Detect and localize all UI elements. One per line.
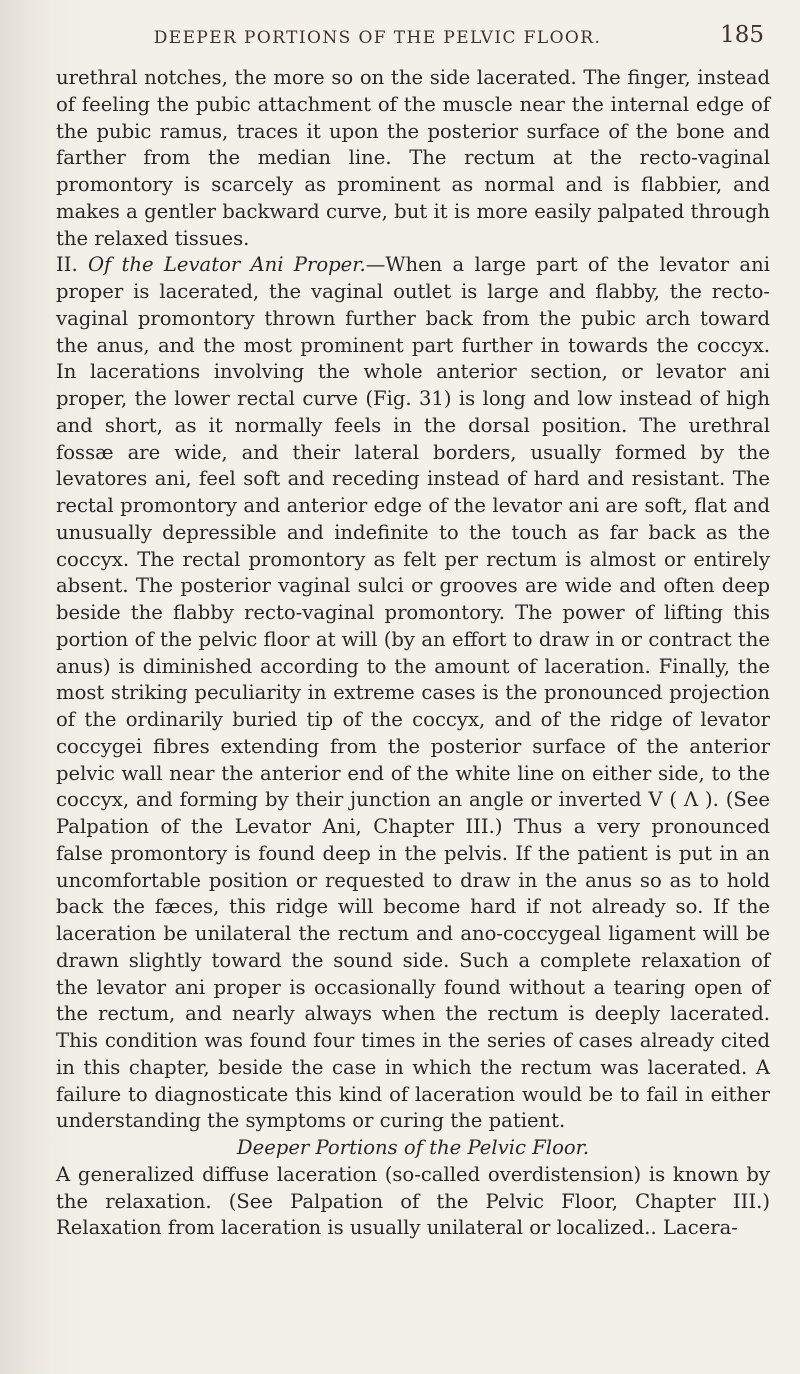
section-subhead: Of the Levator Ani Proper. xyxy=(87,253,366,277)
paragraph-3: A generalized diffuse laceration (so-called overdistension) is known by the relaxation. (See Palpation of the Pelvic Floor, Chapter III.) Relaxation from laceration is usually unilateral or localized.. Lacera- xyxy=(56,1162,770,1240)
section-heading: Deeper Portions of the Pelvic Floor. xyxy=(236,1136,590,1159)
paragraph-1: urethral notches, the more so on the side lacerated. The finger, instead of feeling the pubic attachment of the muscle near the internal edge of the pubic ramus, traces it upon the posterior surface of the bone and farther from the median line. The rectum at the recto-vaginal promontory is scarcely as prominent as normal and is flabbier, and makes a gentler backward curve, but it is more easily palpated through the relaxed tissues. xyxy=(56,66,770,250)
body-text xyxy=(56,65,770,1242)
page-header xyxy=(60,12,770,52)
paragraph-2 xyxy=(56,252,770,1135)
running-head: DEEPER PORTIONS OF THE PELVIC FLOOR. xyxy=(153,28,602,48)
page-number: 185 xyxy=(720,22,764,48)
section-number: II. xyxy=(56,253,78,277)
paragraph-2-text: —When a large part of the levator ani proper is lacerated, the vaginal outlet is large and flabby, the recto-vaginal promontory thrown further back from the pubic arch toward the anus, and the most prominent part further in towards the coccyx. In lacerations involving the whole anterior section, or levator ani proper, the lower rectal curve (Fig. 31) is long and low instead of high and short, as it normally feels in the dorsal position. The urethral fossæ are wide, and their lateral borders, usually formed by the levatores ani, feel soft and receding instead of hard and resistant. The rectal promontory and anterior edge of the levator ani are soft, flat and unusually depressible and indefinite to the touch as far back as the coccyx. The rectal promontory as felt per rectum is almost or entirely absent. The posterior vaginal sulci or grooves are wide and often deep beside the flabby recto-vaginal promontory. The power of lifting this portion of the pelvic floor at will (by an effort to draw in or contract the anus) is diminished according to the amount of laceration. Finally, the most striking peculiarity in extreme cases is the pronounced projection of the ordinarily buried tip of the coccyx, and of the ridge of levator coccygei fibres extending from the posterior surface of the anterior pelvic wall near the anterior end of the white line on either side, to the coccyx, and forming by their junction an angle or inverted V ( Λ ). (See Palpation of the Levator Ani, Chapter III.) Thus a very pronounced false promontory is found deep in the pelvis. If the patient is put in an uncomfortable position or requested to draw in the anus so as to hold back the fæces, this ridge will become hard if not already so. If the laceration be unilateral the rectum and ano-coccygeal ligament will be drawn slightly toward the sound side. Such a complete relaxation of the levator ani proper is occasionally found without a tearing open of the rectum, and nearly always when the rectum is deeply lacerated. This condition was found four times in the series of cases already cited in this chapter, beside the case in which the rectum was lacerated. A failure to diagnosticate this kind of laceration would be to fail in either understanding the symptoms or curing the patient. xyxy=(56,253,770,1133)
